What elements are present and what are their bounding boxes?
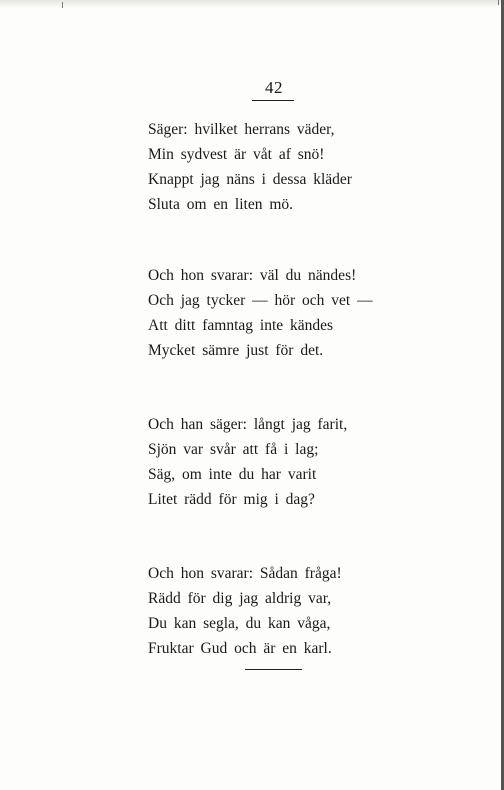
verse-line: Och han säger: långt jag farit, [148,416,348,433]
verse-line: Sluta om en liten mö. [148,196,294,213]
page-top-edge [0,0,504,8]
verse-line: Att ditt famntag inte kändes [148,317,334,334]
verse-line: Och jag tycker — hör och vet — [148,292,373,309]
verse-line: Säger: hvilket herrans väder, [148,121,335,138]
page-number: 42 [265,78,283,97]
stanza-4 [148,561,342,661]
verse-line: Mycket sämre just för det. [148,342,324,359]
end-rule [245,669,302,670]
verse-line: Min sydvest är våt af snö! [148,146,325,163]
page-number-rule [252,100,294,101]
verse-line: Och hon svarar: väl du nändes! [148,267,357,284]
verse-line: Rädd för dig jag aldrig var, [148,590,332,607]
verse-line: Och hon svarar: Sådan fråga! [148,565,342,582]
verse-line: Knappt jag näns i dessa kläder [148,171,352,188]
stanza-3 [148,412,347,512]
verse-line: Fruktar Gud och är en karl. [148,640,332,657]
margin-mark [62,2,63,8]
verse-line: Sjön var svår att få i lag; [148,441,319,458]
margin-mark [498,0,499,5]
verse-line: Du kan segla, du kan våga, [148,615,331,632]
stanza-2 [148,263,373,363]
stanza-1 [148,117,352,217]
verse-line: Säg, om inte du har varit [148,466,317,483]
verse-line: Litet rädd för mig i dag? [148,491,315,508]
